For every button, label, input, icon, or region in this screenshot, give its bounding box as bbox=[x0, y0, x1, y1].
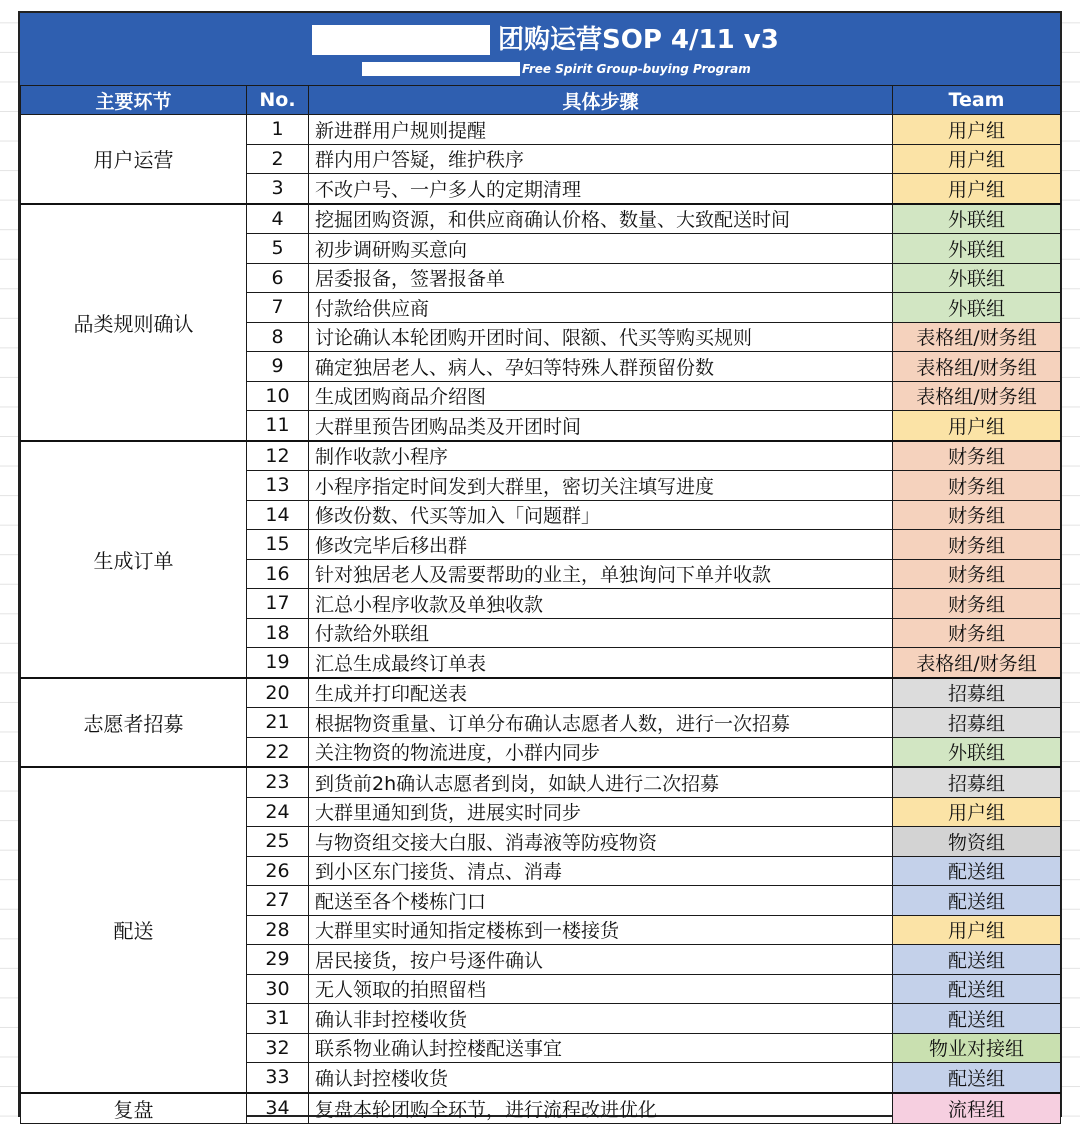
team-cell: 用户组 bbox=[893, 915, 1061, 945]
step-number-cell: 21 bbox=[247, 708, 309, 738]
step-description-cell: 联系物业确认封控楼配送事宜 bbox=[309, 1033, 893, 1063]
section-cell: 生成订单 bbox=[21, 441, 247, 678]
title-bar bbox=[20, 13, 1060, 85]
step-description-cell: 修改完毕后移出群 bbox=[309, 530, 893, 560]
team-cell: 外联组 bbox=[893, 293, 1061, 323]
step-description-cell: 不改户号、一户多人的定期清理 bbox=[309, 174, 893, 204]
column-header: 主要环节 bbox=[21, 86, 247, 115]
step-description-cell: 与物资组交接大白服、消毒液等防疫物资 bbox=[309, 827, 893, 857]
step-number-cell: 28 bbox=[247, 915, 309, 945]
step-number-cell: 7 bbox=[247, 293, 309, 323]
team-cell: 外联组 bbox=[893, 737, 1061, 767]
step-description-cell: 大群里实时通知指定楼栋到一楼接货 bbox=[309, 915, 893, 945]
step-description-cell: 居委报备，签署报备单 bbox=[309, 263, 893, 293]
step-description-cell: 大群里预告团购品类及开团时间 bbox=[309, 411, 893, 441]
sop-table bbox=[20, 85, 1061, 1124]
step-description-cell: 汇总小程序收款及单独收款 bbox=[309, 589, 893, 619]
step-number-cell: 34 bbox=[247, 1093, 309, 1124]
step-description-cell: 无人领取的拍照留档 bbox=[309, 974, 893, 1004]
step-description-cell: 关注物资的物流进度，小群内同步 bbox=[309, 737, 893, 767]
team-cell: 物业对接组 bbox=[893, 1033, 1061, 1063]
step-description-cell: 确认封控楼收货 bbox=[309, 1063, 893, 1093]
step-number-cell: 29 bbox=[247, 945, 309, 975]
step-number-cell: 27 bbox=[247, 886, 309, 916]
team-cell: 用户组 bbox=[893, 115, 1061, 145]
team-cell: 配送组 bbox=[893, 1063, 1061, 1093]
step-description-cell: 制作收款小程序 bbox=[309, 441, 893, 471]
team-cell: 财务组 bbox=[893, 441, 1061, 471]
step-number-cell: 6 bbox=[247, 263, 309, 293]
team-cell: 物资组 bbox=[893, 827, 1061, 857]
step-description-cell: 生成团购商品介绍图 bbox=[309, 381, 893, 411]
team-cell: 表格组/财务组 bbox=[893, 648, 1061, 678]
team-cell: 外联组 bbox=[893, 234, 1061, 264]
step-number-cell: 11 bbox=[247, 411, 309, 441]
step-number-cell: 16 bbox=[247, 559, 309, 589]
table-row bbox=[21, 1093, 1061, 1124]
column-header: 具体步骤 bbox=[309, 86, 893, 115]
table-header-row bbox=[21, 86, 1061, 115]
team-cell: 财务组 bbox=[893, 618, 1061, 648]
section-cell: 复盘 bbox=[21, 1093, 247, 1124]
table-row bbox=[21, 678, 1061, 708]
step-description-cell: 到货前2h确认志愿者到岗，如缺人进行二次招募 bbox=[309, 767, 893, 797]
section-cell: 用户运营 bbox=[21, 115, 247, 204]
team-cell: 配送组 bbox=[893, 945, 1061, 975]
step-number-cell: 25 bbox=[247, 827, 309, 857]
sop-sheet bbox=[18, 11, 1062, 1122]
step-number-cell: 8 bbox=[247, 322, 309, 352]
step-number-cell: 33 bbox=[247, 1063, 309, 1093]
page-title: 团购运营SOP 4/11 v3 bbox=[498, 25, 779, 55]
redacted-block bbox=[362, 62, 520, 76]
step-description-cell: 付款给供应商 bbox=[309, 293, 893, 323]
section-cell: 品类规则确认 bbox=[21, 204, 247, 441]
step-number-cell: 24 bbox=[247, 797, 309, 827]
step-description-cell: 确定独居老人、病人、孕妇等特殊人群预留份数 bbox=[309, 352, 893, 382]
step-description-cell: 付款给外联组 bbox=[309, 618, 893, 648]
step-description-cell: 挖掘团购资源，和供应商确认价格、数量、大致配送时间 bbox=[309, 204, 893, 234]
step-number-cell: 31 bbox=[247, 1004, 309, 1034]
step-description-cell: 群内用户答疑，维护秩序 bbox=[309, 144, 893, 174]
table-row bbox=[21, 115, 1061, 145]
team-cell: 招募组 bbox=[893, 678, 1061, 708]
column-header: No. bbox=[247, 86, 309, 115]
team-cell: 配送组 bbox=[893, 856, 1061, 886]
team-cell: 用户组 bbox=[893, 174, 1061, 204]
step-description-cell: 大群里通知到货，进展实时同步 bbox=[309, 797, 893, 827]
table-row bbox=[21, 767, 1061, 797]
team-cell: 用户组 bbox=[893, 797, 1061, 827]
step-number-cell: 20 bbox=[247, 678, 309, 708]
team-cell: 表格组/财务组 bbox=[893, 352, 1061, 382]
section-cell: 配送 bbox=[21, 767, 247, 1093]
team-cell: 用户组 bbox=[893, 144, 1061, 174]
team-cell: 外联组 bbox=[893, 204, 1061, 234]
step-description-cell: 讨论确认本轮团购开团时间、限额、代买等购买规则 bbox=[309, 322, 893, 352]
team-cell: 外联组 bbox=[893, 263, 1061, 293]
step-number-cell: 2 bbox=[247, 144, 309, 174]
column-header: Team bbox=[893, 86, 1061, 115]
step-number-cell: 14 bbox=[247, 500, 309, 530]
team-cell: 配送组 bbox=[893, 1004, 1061, 1034]
step-number-cell: 4 bbox=[247, 204, 309, 234]
team-cell: 财务组 bbox=[893, 559, 1061, 589]
step-number-cell: 17 bbox=[247, 589, 309, 619]
step-number-cell: 13 bbox=[247, 471, 309, 501]
team-cell: 表格组/财务组 bbox=[893, 322, 1061, 352]
table-row bbox=[21, 204, 1061, 234]
step-description-cell: 小程序指定时间发到大群里，密切关注填写进度 bbox=[309, 471, 893, 501]
step-description-cell: 复盘本轮团购全环节，进行流程改进优化 bbox=[309, 1093, 893, 1124]
team-cell: 流程组 bbox=[893, 1093, 1061, 1124]
team-cell: 配送组 bbox=[893, 974, 1061, 1004]
table-row bbox=[21, 441, 1061, 471]
step-description-cell: 修改份数、代买等加入「问题群」 bbox=[309, 500, 893, 530]
step-number-cell: 30 bbox=[247, 974, 309, 1004]
team-cell: 财务组 bbox=[893, 530, 1061, 560]
step-number-cell: 26 bbox=[247, 856, 309, 886]
step-description-cell: 生成并打印配送表 bbox=[309, 678, 893, 708]
step-description-cell: 到小区东门接货、清点、消毒 bbox=[309, 856, 893, 886]
team-cell: 配送组 bbox=[893, 886, 1061, 916]
step-number-cell: 10 bbox=[247, 381, 309, 411]
step-number-cell: 3 bbox=[247, 174, 309, 204]
step-number-cell: 19 bbox=[247, 648, 309, 678]
step-number-cell: 5 bbox=[247, 234, 309, 264]
step-description-cell: 配送至各个楼栋门口 bbox=[309, 886, 893, 916]
step-description-cell: 汇总生成最终订单表 bbox=[309, 648, 893, 678]
step-number-cell: 9 bbox=[247, 352, 309, 382]
team-cell: 表格组/财务组 bbox=[893, 381, 1061, 411]
step-description-cell: 新进群用户规则提醒 bbox=[309, 115, 893, 145]
step-number-cell: 15 bbox=[247, 530, 309, 560]
table-body bbox=[21, 115, 1061, 1124]
step-number-cell: 32 bbox=[247, 1033, 309, 1063]
redacted-block bbox=[312, 25, 490, 55]
step-description-cell: 针对独居老人及需要帮助的业主，单独询问下单并收款 bbox=[309, 559, 893, 589]
step-number-cell: 1 bbox=[247, 115, 309, 145]
page-subtitle: Free Spirit Group-buying Program bbox=[522, 62, 751, 76]
step-number-cell: 23 bbox=[247, 767, 309, 797]
team-cell: 招募组 bbox=[893, 708, 1061, 738]
step-number-cell: 22 bbox=[247, 737, 309, 767]
team-cell: 财务组 bbox=[893, 471, 1061, 501]
step-description-cell: 初步调研购买意向 bbox=[309, 234, 893, 264]
team-cell: 用户组 bbox=[893, 411, 1061, 441]
section-cell: 志愿者招募 bbox=[21, 678, 247, 768]
team-cell: 财务组 bbox=[893, 589, 1061, 619]
team-cell: 财务组 bbox=[893, 500, 1061, 530]
team-cell: 招募组 bbox=[893, 767, 1061, 797]
step-number-cell: 12 bbox=[247, 441, 309, 471]
step-description-cell: 居民接货，按户号逐件确认 bbox=[309, 945, 893, 975]
step-description-cell: 确认非封控楼收货 bbox=[309, 1004, 893, 1034]
step-number-cell: 18 bbox=[247, 618, 309, 648]
step-description-cell: 根据物资重量、订单分布确认志愿者人数，进行一次招募 bbox=[309, 708, 893, 738]
